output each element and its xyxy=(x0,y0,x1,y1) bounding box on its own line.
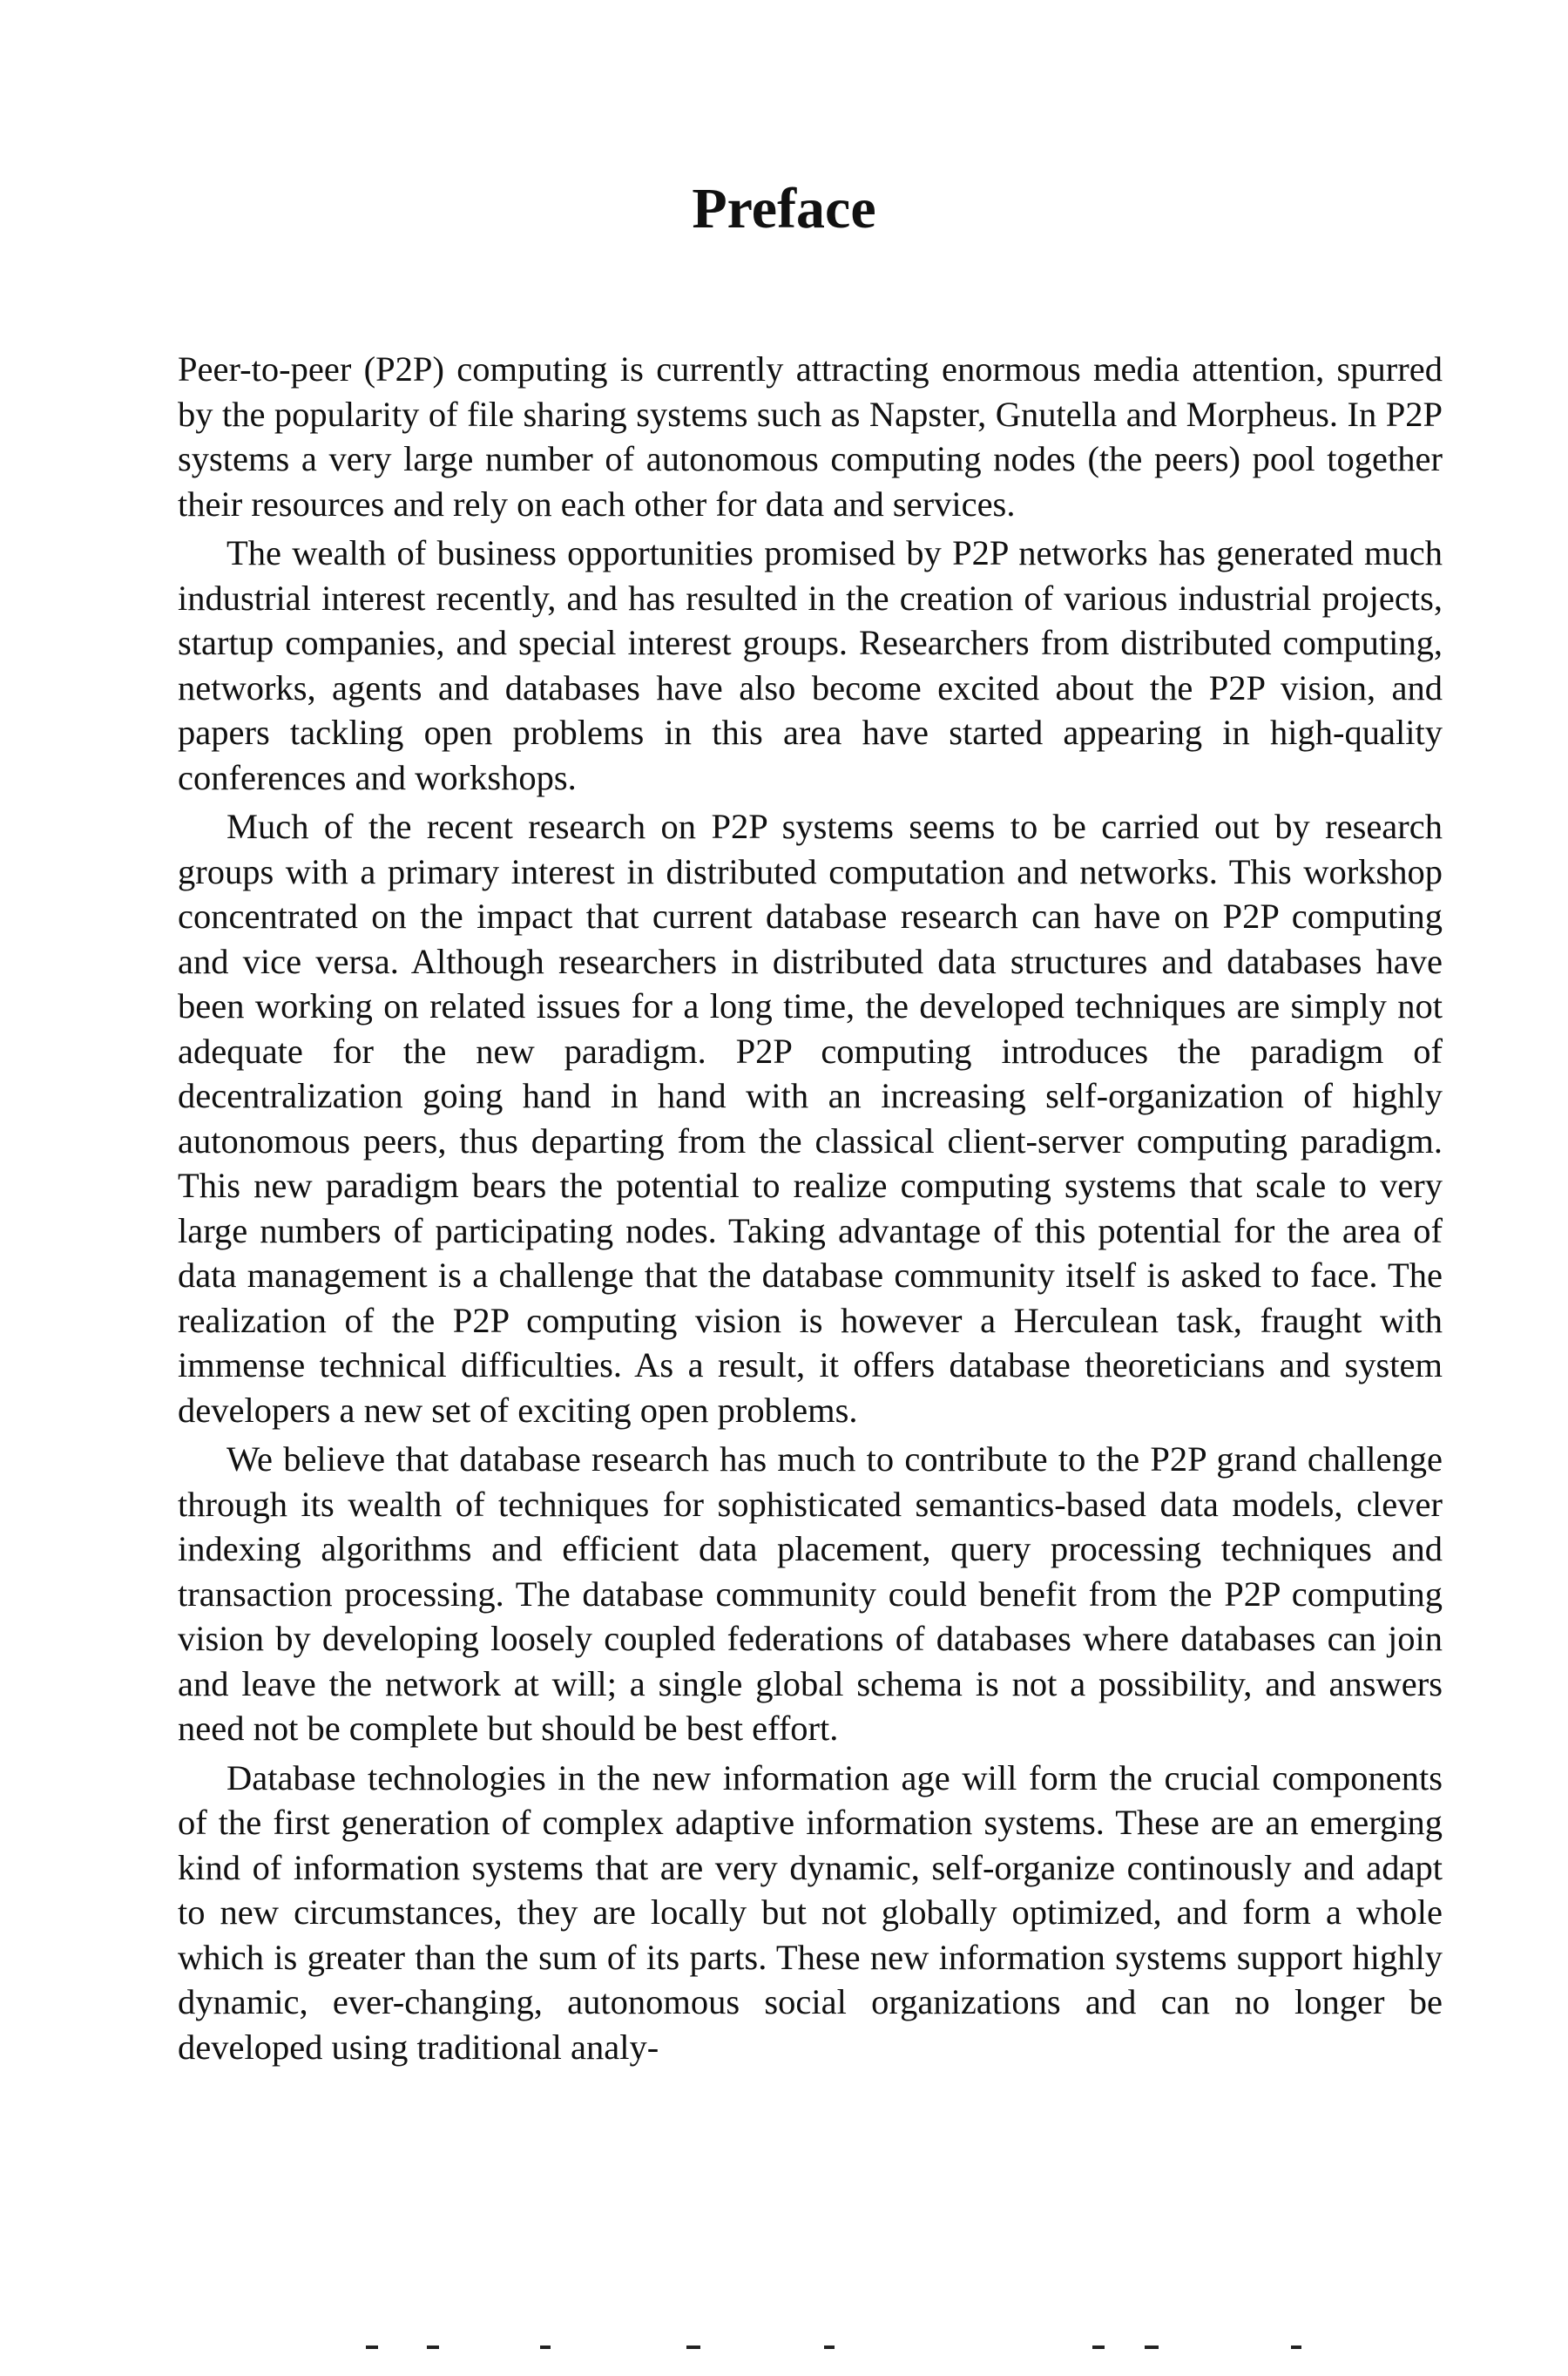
paragraph-5: Database technologies in the new information age will form the crucial components of the first generation of complex adaptive information systems. These are an emerging kind of information systems that are very dynamic, self-organize continously and adapt to new circumstances, they are locally but not globally optimized, and form a whole which is greater than the sum of its parts. These new information systems support highly dynamic, ever-changing, autonomous social organizations and can no longer be developed using traditional analy- xyxy=(178,1757,1443,2067)
glyph-fragment xyxy=(686,2346,700,2349)
cropped-text-line-fragment xyxy=(366,2346,1324,2351)
glyph-fragment xyxy=(1092,2346,1105,2349)
page-title: Preface xyxy=(692,177,876,240)
paragraph-3: Much of the recent research on P2P systems seems to be carried out by research groups with a primary interest in distributed computation and networks. This workshop concentrated on the impact that current database research can have on P2P computing and vice versa. Although researchers in distributed data structures and databases have been working on related issues for a long time, the developed techniques are simply not adequate for the new paradigm. P2P computing introduces the paradigm of decentralization going hand in hand with an increasing self-organization of highly autonomous peers, thus departing from the classical client-server computing paradigm. This new paradigm bears the potential to realize computing systems that scale to very large numbers of participating nodes. Taking advantage of this potential for the area of data management is a challenge that the database community itself is asked to face. The realization of the P2P computing vision is however a Herculean task, fraught with immense technical difficulties. As a result, it offers database theoreticians and system developers a new set of exciting open problems. xyxy=(178,807,1443,1430)
glyph-fragment xyxy=(427,2346,439,2349)
paragraph-1: Peer-to-peer (P2P) computing is currently attracting enormous media attention, spurred by the popularity of file sharing systems such as Napster, Gnutella and Morpheus. In P2P systems a very large number of autonomous computing nodes (the peers) pool together their resources and rely on each other for data and services. xyxy=(178,349,1443,524)
glyph-fragment xyxy=(540,2346,551,2349)
glyph-fragment xyxy=(366,2346,378,2349)
paragraph-4: We believe that database research has much to contribute to the P2P grand challenge through its wealth of techniques for sophisticated semantics-based data models, clever indexing algorithms and efficient data placement, query processing techniques and transaction processing. The database community could benefit from the P2P computing vision by developing loosely coupled federations of databases where databases can join and leave the network at will; a single global schema is not a possibility, and answers need not be complete but should be best effort. xyxy=(178,1439,1443,1748)
glyph-fragment xyxy=(824,2346,835,2349)
glyph-fragment xyxy=(1145,2346,1159,2349)
paragraph-2: The wealth of business opportunities promised by P2P networks has generated much industrial interest recently, and has resulted in the creation of various industrial projects, startup companies, and special interest groups. Researchers from distributed computing, networks, agents and databases have also become excited about the P2P vision, and papers tackling open problems in this area have started appearing in high-quality conferences and workshops. xyxy=(178,533,1443,797)
body-text xyxy=(178,347,1443,2074)
glyph-fragment xyxy=(1291,2346,1301,2349)
